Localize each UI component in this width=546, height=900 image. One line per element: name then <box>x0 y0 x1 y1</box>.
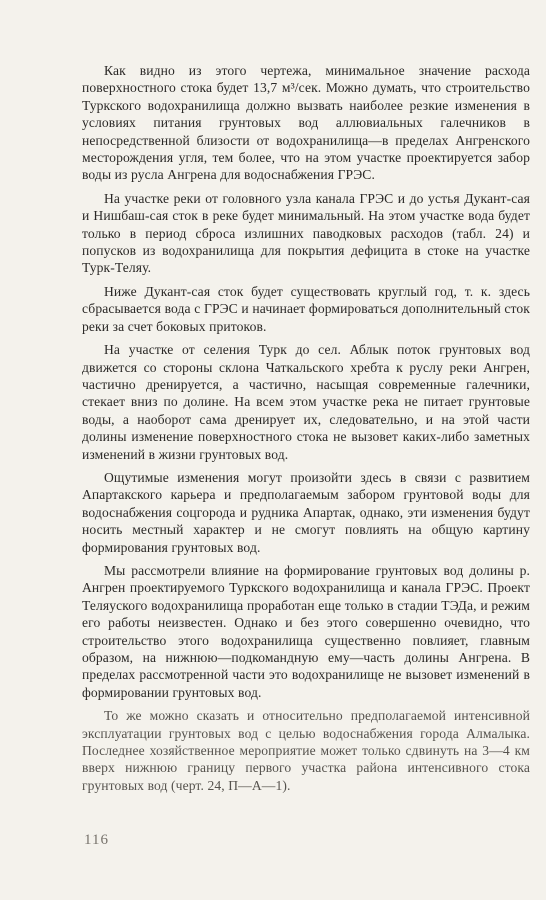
paragraph-2: На участке реки от головного узла канала ГРЭС и до устья Дукант-сая и Нишбаш-сая сток в реке будет минимальный. На этом участке вода будет только в период сброса излишних паводковых расходов (табл. 24) и попусков из водохранилища для покрытия дефицита в стоке на участке Турк-Теляу. <box>82 190 530 276</box>
paragraph-7: То же можно сказать и относительно предполагаемой интенсивной эксплуатации грунтовых вод с целью водоснабжения города Алмалыка. Последнее хозяйственное мероприятие может только сдвинуть на 3—4 км вверх нижнюю границу первого участка района интенсивного стока грунтовых вод (черт. 24, П—А—1). <box>82 708 530 793</box>
paragraph-3: Ниже Дукант-сая сток будет существовать круглый год, т. к. здесь сбрасывается вода с ГРЭС и начинает формироваться дополнительный сток реки за счет боковых притоков. <box>82 283 530 334</box>
paragraph-4: На участке от селения Турк до сел. Аблык поток грунтовых вод движется со стороны склона Чаткальского хребта к руслу реки Ангрен, частично дренируется, а частично, насыщая современные галечники, стекает вниз по долине. На всем этом участке река не питает грунтовые воды, а наоборот сама дренирует их, следовательно, и на этой части долины изменение поверхностного стока не вызовет каких-либо заметных изменений в жизни грунтовых вод. <box>82 342 530 462</box>
paragraph-6: Мы рассмотрели влияние на формирование грунтовых вод долины р. Ангрен проектируемого Туркского водохранилища и канала ГРЭС. Проект Теляуского водохранилища проработан еще только в стадии ТЭДа, и режим его работы неизвестен. Однако и без этого совершенно очевидно, что строительство этого водохранилища существенно повлияет, главным образом, на нижнюю—подкомандную ему—часть долины Ангрена. В пределах рассмотренной части это водохранилище не вызовет изменений в формировании грунтовых вод. <box>82 562 530 700</box>
body-text <box>82 62 530 800</box>
paragraph-1: Как видно из этого чертежа, минимальное значение расхода поверхностного стока будет 13,7 м³/сек. Можно думать, что строительство Туркского водохранилища должно вызвать наиболее резкие изменения в условиях питания грунтовых вод аллювиальных галечников в непосредственной близости от водохранилища—в пределах Ангренского месторождения угля, тем более, что на этом участке проектируется забор воды из русла Ангрена для водоснабжения ГРЭС. <box>82 63 530 183</box>
paragraph-5: Ощутимые изменения могут произойти здесь в связи с развитием Апартакского карьера и предполагаемым забором грунтовой воды для водоснабжения соцгорода и рудника Апартак, однако, эти изменения будут носить местный характер и не смогут повлиять на общую картину формирования грунтовых вод. <box>82 469 530 555</box>
page-number: 116 <box>84 832 109 848</box>
